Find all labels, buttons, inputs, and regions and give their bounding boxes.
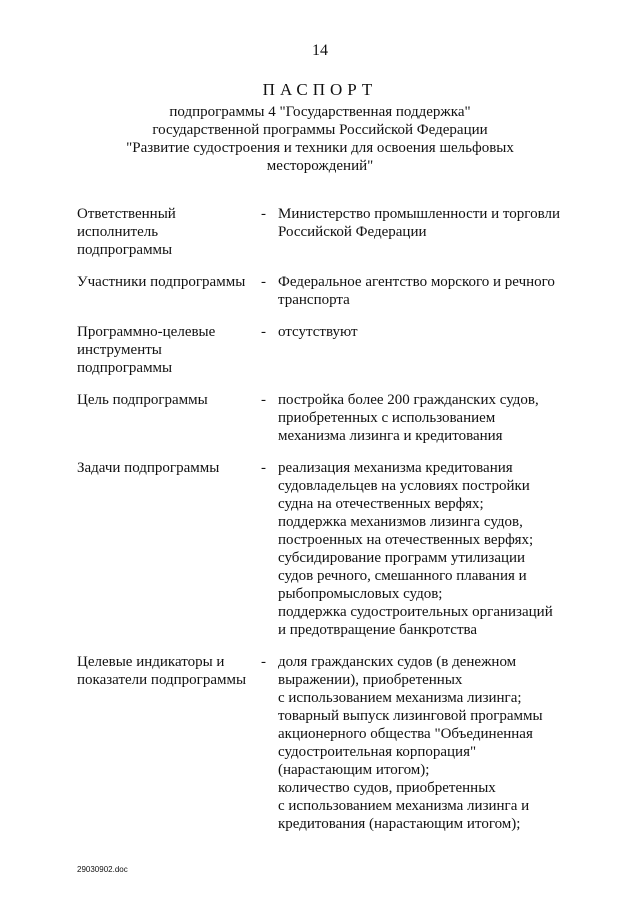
row-value-line: реализация механизма кредитования	[278, 460, 513, 476]
row-dash: -	[261, 392, 266, 408]
page-number: 14	[312, 42, 328, 59]
row-value-line: судов речного, смешанного плавания и	[278, 568, 527, 584]
row-value-line: постройка более 200 гражданских судов,	[278, 392, 539, 408]
row-dash: -	[261, 460, 266, 476]
row-dash: -	[261, 274, 266, 290]
row-dash: -	[261, 206, 266, 222]
document-subtitle	[0, 103, 640, 175]
row-value-line: с использованием механизма лизинга и	[278, 798, 530, 814]
passport-row	[77, 391, 577, 445]
row-value-line: построенных на отечественных верфях;	[278, 532, 534, 548]
row-label	[77, 205, 261, 259]
row-label	[77, 391, 261, 409]
row-label	[77, 273, 261, 291]
row-label-line: Задачи подпрограммы	[77, 460, 220, 476]
subtitle-line: подпрограммы 4 "Государственная поддержка"	[169, 104, 471, 120]
row-value-line: кредитования (нарастающим итогом);	[278, 816, 521, 832]
row-value	[278, 205, 577, 241]
row-label-line: показатели подпрограммы	[77, 672, 247, 688]
row-dash: -	[261, 654, 266, 670]
row-label-line: инструменты	[77, 342, 162, 358]
passport-row	[77, 323, 577, 377]
row-label-line: подпрограммы	[77, 242, 173, 258]
row-value-line: приобретенных с использованием	[278, 410, 496, 426]
row-value-line: (нарастающим итогом);	[278, 762, 430, 778]
passport-row	[77, 653, 577, 833]
row-value-line: поддержка судостроительных организаций	[278, 604, 553, 620]
subtitle-line: месторождений"	[266, 158, 374, 174]
row-value	[278, 391, 577, 445]
row-label-line: Цель подпрограммы	[77, 392, 208, 408]
row-label-line: исполнитель	[77, 224, 159, 240]
subtitle-line: "Развитие судостроения и техники для освоения шельфовых	[126, 140, 514, 156]
row-value-line: рыбопромысловых судов;	[278, 586, 443, 602]
row-label-line: Участники подпрограммы	[77, 274, 246, 290]
row-value-line: и предотвращение банкротства	[278, 622, 478, 638]
row-value-line: транспорта	[278, 292, 350, 308]
row-value-line: Российской Федерации	[278, 224, 427, 240]
document-title: ПАСПОРТ	[262, 80, 378, 99]
row-value-line: судостроительная корпорация"	[278, 744, 477, 760]
row-value-line: судна на отечественных верфях;	[278, 496, 484, 512]
row-value-line: субсидирование программ утилизации	[278, 550, 526, 566]
row-value-line: количество судов, приобретенных	[278, 780, 496, 796]
row-value-line: Федеральное агентство морского и речного	[278, 274, 555, 290]
row-dash: -	[261, 324, 266, 340]
row-value	[278, 459, 577, 639]
row-value-line: товарный выпуск лизинговой программы	[278, 708, 543, 724]
row-value-line: доля гражданских судов (в денежном	[278, 654, 517, 670]
passport-table	[77, 205, 577, 833]
row-value	[278, 273, 577, 309]
row-value	[278, 323, 577, 341]
row-value-line: с использованием механизма лизинга;	[278, 690, 522, 706]
passport-row	[77, 273, 577, 309]
row-value	[278, 653, 577, 833]
row-label-line: Программно-целевые	[77, 324, 216, 340]
row-value-line: выражении), приобретенных	[278, 672, 463, 688]
row-label	[77, 323, 261, 377]
footer-file-code: 29030902.doc	[77, 865, 128, 874]
row-label	[77, 653, 261, 689]
row-label-line: подпрограммы	[77, 360, 173, 376]
row-value-line: поддержка механизмов лизинга судов,	[278, 514, 523, 530]
passport-row	[77, 459, 577, 639]
row-label-line: Ответственный	[77, 206, 176, 222]
row-value-line: акционерного общества "Объединенная	[278, 726, 533, 742]
row-label	[77, 459, 261, 477]
row-value-line: Министерство промышленности и торговли	[278, 206, 560, 222]
row-value-line: механизма лизинга и кредитования	[278, 428, 503, 444]
row-value-line: судовладельцев на условиях постройки	[278, 478, 530, 494]
passport-row	[77, 205, 577, 259]
subtitle-line: государственной программы Российской Федерации	[152, 122, 488, 138]
row-value-line: отсутствуют	[278, 324, 358, 340]
row-label-line: Целевые индикаторы и	[77, 654, 225, 670]
